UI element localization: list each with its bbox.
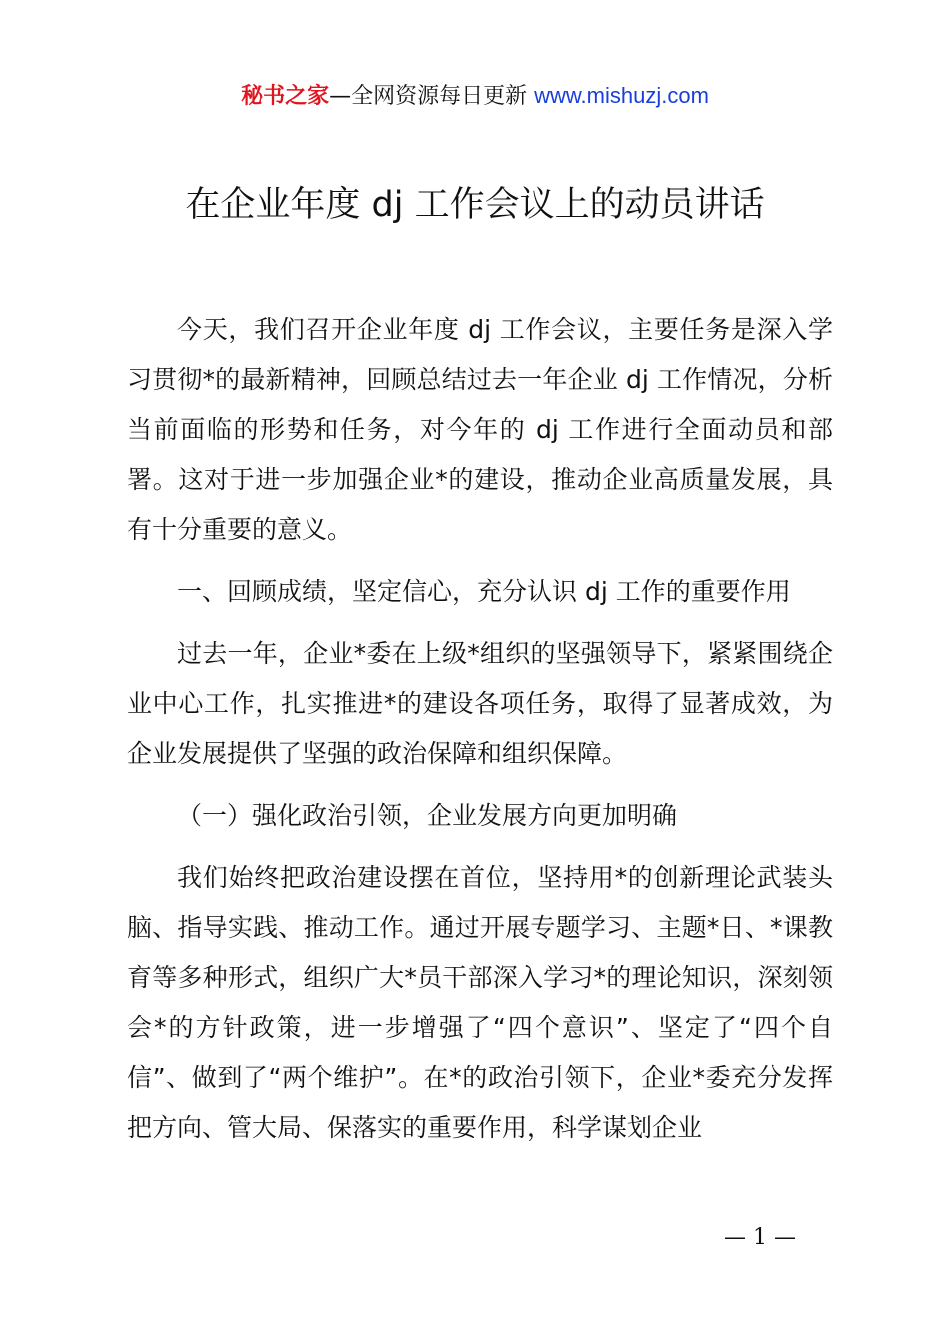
page-number: — 1 —	[724, 1225, 796, 1250]
site-brand: 秘书之家	[241, 84, 330, 109]
site-slogan: —全网资源每日更新	[329, 84, 528, 109]
site-header	[0, 80, 950, 113]
subsection-heading: （一）强化政治引领，企业发展方向更加明确	[177, 801, 678, 830]
document-title: 在企业年度 dj 工作会议上的动员讲话	[185, 185, 765, 225]
document-body	[127, 305, 833, 1165]
section-heading: 一、回顾成绩，坚定信心，充分认识 dj 工作的重要作用	[177, 577, 791, 606]
paragraph-political: 我们始终把政治建设摆在首位，坚持用*的创新理论武装头脑、指导实践、推动工作。通过开展专题学习、主题*日、*课教育等多种形式，组织广大*员干部深入学习*的理论知识，深刻领会*的方针政策，进一步增强了“四个意识”、坚定了“四个自信”、做到了“两个维护”。在*的政治引领下，企业*委充分发挥把方向、管大局、保落实的重要作用，科学谋划企业	[127, 863, 833, 1142]
paragraph-intro: 今天，我们召开企业年度 dj 工作会议，主要任务是深入学习贯彻*的最新精神，回顾总结过去一年企业 dj 工作情况，分析当前面临的形势和任务，对今年的 dj 工作进行全面动员和部署。这对于进一步加强企业*的建设，推动企业高质量发展，具有十分重要的意义。	[127, 315, 833, 544]
paragraph-review: 过去一年，企业*委在上级*组织的坚强领导下，紧紧围绕企业中心工作，扎实推进*的建设各项任务，取得了显著成效，为企业发展提供了坚强的政治保障和组织保障。	[127, 639, 833, 768]
site-url-link[interactable]: www.mishuzj.com	[534, 83, 709, 108]
